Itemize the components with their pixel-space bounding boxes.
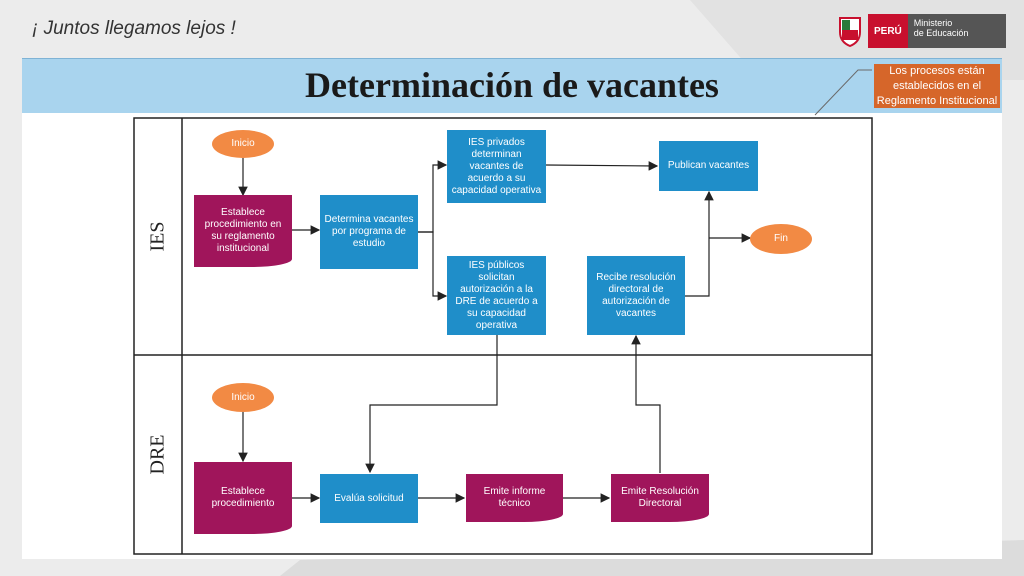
lane-label-dre: DRE — [146, 434, 169, 475]
dre-start-terminal: Inicio — [212, 383, 274, 412]
page-title: Determinación de vacantes — [305, 65, 719, 105]
ies-receive-resolution-process: Recibe resolución directoral de autorización de vacantes — [587, 256, 685, 335]
dre-technical-report-document: Emite informe técnico — [466, 474, 563, 522]
note-callout: Los procesos están establecidos en el Reglamento Institucional — [874, 64, 1000, 108]
arrow-resolucion-recibe — [636, 336, 660, 473]
arrow-determina-privados — [418, 165, 446, 232]
dre-establishes-procedure-document: Establece procedimiento — [194, 462, 292, 534]
logo-ministry-line1: Ministerio — [913, 18, 953, 28]
arrow-privados-publican — [546, 165, 657, 166]
ies-establishes-procedure-document: Establece procedimiento en su reglamento institucional — [194, 195, 292, 267]
ies-end-terminal: Fin — [750, 224, 812, 254]
note-leader-line — [815, 70, 872, 115]
lane-label-ies: IES — [146, 221, 169, 252]
logo-ministry-line2: de Educación — [913, 28, 969, 38]
ies-determine-vacancies-process: Determina vacantes por programa de estudio — [320, 195, 418, 269]
logo-country: PERÚ — [868, 14, 908, 48]
arrow-determina-publicos — [418, 232, 446, 296]
slogan: ¡ Juntos llegamos lejos ! — [32, 18, 236, 39]
ies-start-terminal: Inicio — [212, 130, 274, 158]
dre-resolution-document: Emite Resolución Directoral — [611, 474, 709, 522]
ies-private-process: IES privados determinan vacantes de acuerdo a su capacidad operativa — [447, 130, 546, 203]
ies-public-process: IES públicos solicitan autorización a la DRE de acuerdo a su capacidad operativa — [447, 256, 546, 335]
ies-publish-vacancies-process: Publican vacantes — [659, 141, 758, 191]
arrow-recibe-publican — [685, 192, 709, 296]
dre-evaluate-request-process: Evalúa solicitud — [320, 474, 418, 523]
